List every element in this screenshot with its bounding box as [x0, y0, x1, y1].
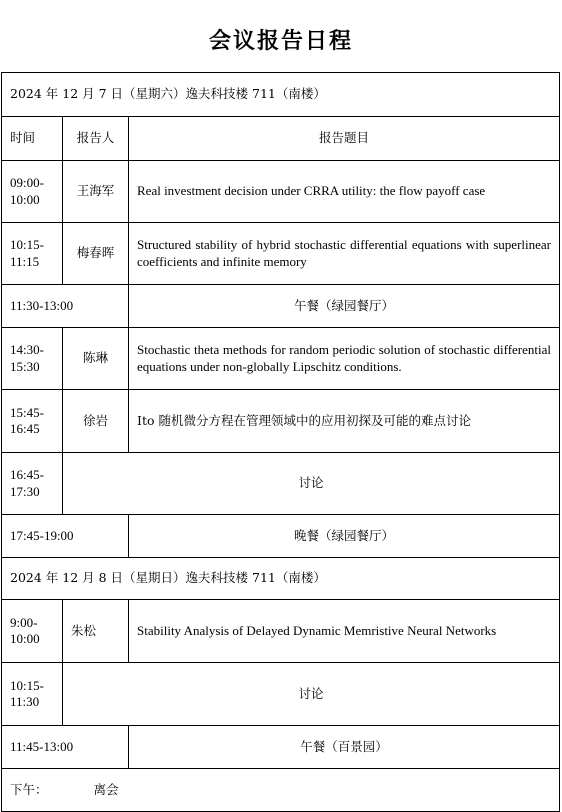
table-row — [2, 600, 560, 663]
day-header-row — [2, 73, 560, 117]
footer-label: 下午： — [10, 781, 48, 797]
column-header-topic: 报告题目 — [129, 117, 560, 161]
topic-cell: Stability Analysis of Delayed Dynamic Memristive Neural Networks — [129, 600, 560, 663]
time-cell: 9:00-10:00 — [2, 600, 63, 663]
table-row — [2, 453, 560, 515]
day1-header: 2024 年 12 月 7 日（星期六）逸夫科技楼 711（南楼） — [2, 73, 560, 117]
time-cell: 10:15-11:30 — [2, 663, 63, 726]
time-cell: 10:15-11:15 — [2, 223, 63, 285]
schedule-table — [1, 72, 560, 812]
table-row — [2, 663, 560, 726]
time-cell: 15:45-16:45 — [2, 390, 63, 453]
column-header-row — [2, 117, 560, 161]
column-header-time: 时间 — [2, 117, 63, 161]
column-header-speaker: 报告人 — [63, 117, 129, 161]
speaker-cell: 陈琳 — [63, 328, 129, 390]
table-row — [2, 285, 560, 328]
topic-cell: Real investment decision under CRRA utility: the flow payoff case — [129, 161, 560, 223]
table-row — [2, 726, 560, 769]
time-cell: 11:30-13:00 — [2, 285, 129, 328]
speaker-cell: 徐岩 — [63, 390, 129, 453]
discussion-cell: 讨论 — [63, 663, 560, 726]
day2-header: 2024 年 12 月 8 日（星期日）逸夫科技楼 711（南楼） — [2, 558, 560, 600]
footer-cell — [2, 769, 560, 812]
table-row — [2, 515, 560, 558]
speaker-cell: 朱松 — [63, 600, 129, 663]
break-cell: 午餐（绿园餐厅） — [129, 285, 560, 328]
topic-cell: Stochastic theta methods for random periodic solution of stochastic differential equations under non-globally Lipschitz conditions. — [129, 328, 560, 390]
break-cell: 午餐（百景园） — [129, 726, 560, 769]
break-cell: 晚餐（绿园餐厅） — [129, 515, 560, 558]
time-cell: 17:45-19:00 — [2, 515, 129, 558]
speaker-cell: 梅春晖 — [63, 223, 129, 285]
speaker-cell: 王海军 — [63, 161, 129, 223]
table-row — [2, 223, 560, 285]
time-cell: 14:30-15:30 — [2, 328, 63, 390]
footer-value: 离会 — [93, 781, 119, 797]
time-cell: 16:45-17:30 — [2, 453, 63, 515]
discussion-cell: 讨论 — [63, 453, 560, 515]
topic-cell: Ito 随机微分方程在管理领域中的应用初探及可能的难点讨论 — [129, 390, 560, 453]
table-row — [2, 328, 560, 390]
page-title: 会议报告日程 — [208, 28, 353, 54]
table-row — [2, 390, 560, 453]
footer-row — [2, 769, 560, 812]
time-cell: 11:45-13:00 — [2, 726, 129, 769]
topic-cell: Structured stability of hybrid stochastic differential equations with superlinear coefficients and infinite memory — [129, 223, 560, 285]
time-cell: 09:00-10:00 — [2, 161, 63, 223]
day-header-row — [2, 558, 560, 600]
table-row — [2, 161, 560, 223]
